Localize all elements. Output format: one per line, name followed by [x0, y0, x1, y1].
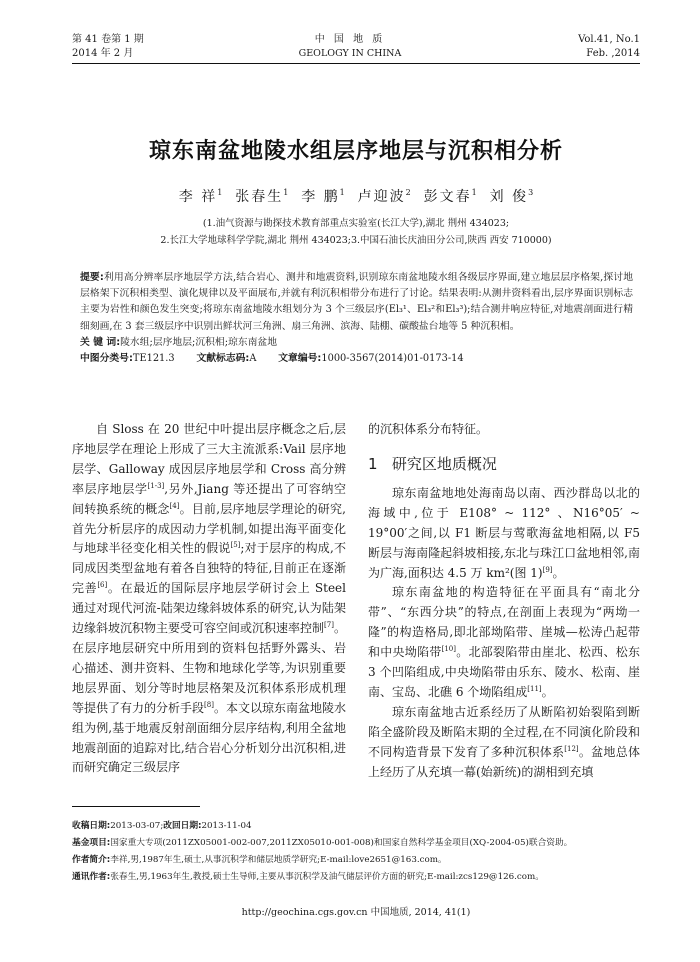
footnote-dates: 收稿日期:2013-03-07;改回日期:2013-11-04: [72, 821, 252, 831]
header-volume-cn: 第 41 卷第 1 期: [72, 34, 144, 45]
body-paragraph: 自 Sloss 在 20 世纪中叶提出层序概念之后,层序地层学在理论上形成了三大主流派系:Vail 层序地层学、Galloway 成因层序地层学和 Cross 高分辨率层序地层学[1-3],另外,Jiang 等还提出了可容纳空间转换系统的概念[4]。目前,层序地层学理论的研究,首先分析层序的成因动力学机制,如提出海平面变化与地球半径变化相关性的假说[5];对于层序的构成,不同成因类型盆地有着各自独特的特征,目前正在逐渐完善[6]。在最近的国际层序地层学研讨会上 Steel 通过对现代河流-陆架边缘斜坡体系的研究,认为陆架边缘斜坡沉积物主要受可容空间或沉积速率控制[7]。在层序地层研究中所用到的资料包括野外露头、岩心描述、测井资料、生物和地球化学等,为识别重要地层界面、划分等时地层格架及沉积体系形成机理等提供了有力的分析手段[8]。本文以琼东南盆地陵水组为例,基于地震反射剖面细分层序结构,利用全盆地地震剖面的追踪对比,结合岩心分析划分出沉积相,进而研究确定三级层序: [72, 422, 346, 775]
abstract-text: 提要:利用高分辨率层序地层学方法,结合岩心、测井和地震资料,识别琼东南盆地陵水组各级层序界面,建立地层层序格架,探讨地层格架下沉积相类型、演化规律以及平面展布,并就有利沉积相带分布进行了讨论。结果表明:从测井资料看出,层序界面识别标志主要为岩性和颜色发生突变;将琼东南盆地陵水组划分为 3 个三级层序(El₃¹、El₃²和El₃³);结合测井响应特征,对地震剖面进行精细刻画,在 3 套三级层序中识别出鲜状河三角洲、扇三角洲、滨海、陆棚、碳酸盐台地等 5 种沉积相。: [80, 272, 633, 332]
header-volume-en: Vol.41, No.1: [578, 34, 640, 45]
paper-title: 琼东南盆地陵水组层序地层与沉积相分析: [148, 139, 563, 164]
body-right-column: [368, 420, 640, 783]
classification-line: 中图分类号:TE121.3 文献标志码:A 文章编号:1000-3567(2014)01-0173-14: [80, 353, 464, 365]
author: 李 祥$^1$: [178, 188, 223, 205]
author: 刘 俊$^3$: [489, 188, 534, 205]
body-continuation: 的沉积体系分布特征。: [368, 422, 489, 436]
author: 卢迎波$^2$: [357, 188, 411, 205]
header-rule: [72, 63, 640, 64]
keywords-line: 关 键 词:陵水组;层序地层;沉积相;琼东南盆地: [80, 336, 277, 348]
footnote-funding: 基金项目:国家重大专项(2011ZX05001-002-007,2011ZX05010-001-008)和国家自然科学基金项目(XQ-2004-05)联合资助。: [72, 838, 573, 848]
header-date-en: Feb. ,2014: [586, 48, 640, 59]
header-date-cn: 2014 年 2 月: [72, 48, 134, 59]
body-paragraph: 琼东南盆地地处海南岛以南、西沙群岛以北的海域中,位于 E108° ~ 112° 、N16°05′ ~ 19°00′之间,以 F1 断层与莺歌海盆地相隔,以 F5 断层与海南隆起斜坡相接,东北与珠江口盆地相邻,南为广海,面积达 4.5 万 km²(图 1)[9]。: [368, 485, 640, 580]
author: 张春生$^1$: [235, 188, 289, 205]
footnote-author-bio: 作者简介:李祥,男,1987年生,硕士,从事沉积学和储层地质学研究;E-mail:love2651@163.com。: [72, 855, 447, 865]
header-journal-cn: 中 国 地 质: [314, 34, 386, 45]
body-paragraph: 琼东南盆地的构造特征在平面具有“南北分带”、“东西分块”的特点,在剖面上表现为“两坳一隆”的构造格局,即北部坳陷带、崖城—松涛凸起带和中央坳陷带[10]。北部裂陷带由崖北、松西、松东 3 个凹陷组成,中央坳陷带由乐东、陵水、松南、崖南、宝岛、北礁 6 个坳陷组成[11]。: [368, 585, 640, 699]
author: 李 鹏$^1$: [301, 188, 345, 205]
body-paragraph: 琼东南盆地古近系经历了从断陷初始裂陷到断陷全盛阶段及断陷末期的全过程,在不同演化阶段和不同构造背景下发育了多种沉积体系[12]。盆地总体上经历了从充填一幕(始新统)的湖相到充填: [368, 704, 640, 779]
author-list: [72, 186, 640, 206]
abstract-block: [80, 270, 633, 367]
author: 彭文春$^1$: [423, 188, 477, 205]
affiliation-line-2: 2.长江大学地球科学学院,湖北 荆州 434023;3.中国石油长庆油田分公司,陕西 西安 710000): [160, 235, 552, 246]
page-footer: http://geochina.cgs.gov.cn 中国地质, 2014, 41(1): [241, 907, 471, 918]
body-left-column: [72, 420, 346, 778]
footnote-rule: [72, 806, 200, 807]
header-journal-en: GEOLOGY IN CHINA: [298, 48, 402, 59]
section-heading: 1 研究区地质概况: [368, 454, 497, 473]
footnote-corresponding-author: 通讯作者:张春生,男,1963年生,教授,硕士生导师,主要从事沉积学及油气储层评价方面的研究;E-mail:zcs129@126.com。: [72, 872, 544, 882]
affiliation-line-1: (1.油气资源与勘探技术教育部重点实验室(长江大学),湖北 荆州 434023;: [202, 218, 510, 229]
